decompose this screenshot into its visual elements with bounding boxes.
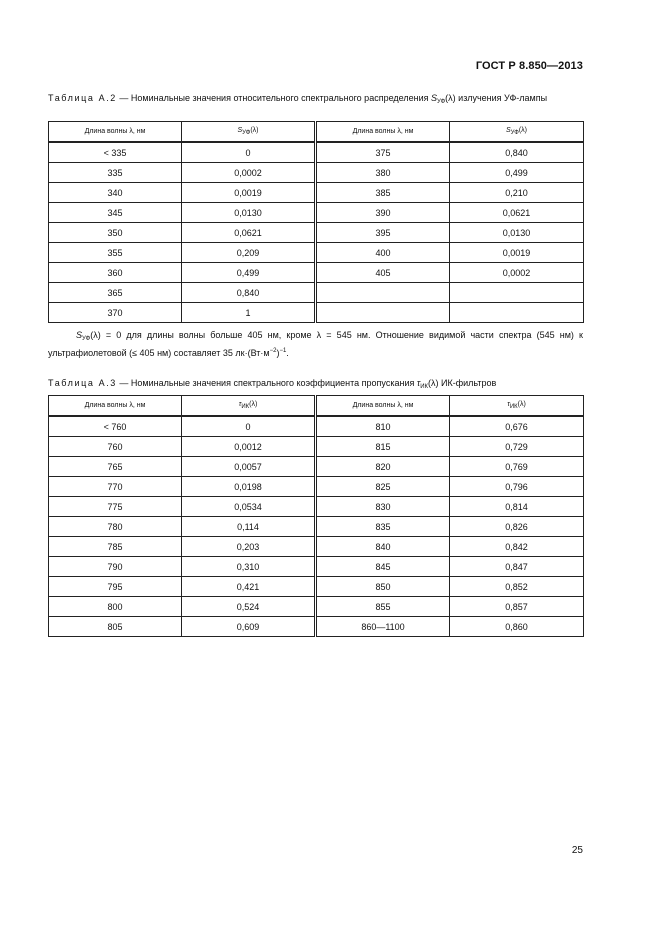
note-symbol: S: [76, 330, 83, 340]
value-cell: 0,860: [450, 617, 584, 637]
wavelength-cell: 375: [317, 142, 450, 163]
value-cell: 0,0130: [450, 223, 584, 243]
table-row: [49, 263, 584, 283]
value-cell: 0,0019: [450, 243, 584, 263]
wavelength-cell: < 335: [49, 142, 182, 163]
wavelength-cell: 400: [317, 243, 450, 263]
table-a2-header-value-left: [182, 122, 315, 143]
value-cell: 0,203: [182, 537, 315, 557]
wavelength-cell: 820: [317, 457, 450, 477]
table-a3-header-wavelength-right: Длина волны λ, нм: [317, 396, 450, 417]
value-cell: 0,847: [450, 557, 584, 577]
table-a3-header-wavelength-left: Длина волны λ, нм: [49, 396, 182, 417]
table-row: [49, 203, 584, 223]
value-cell: [450, 283, 584, 303]
wavelength-cell: 765: [49, 457, 182, 477]
table-a3-header-value-arg: (λ): [249, 401, 258, 408]
note-text-1: = 0 для длины волны больше 405 нм, кроме λ = 545 нм. Отношение видимой части спектра (545 нм) к ультрафиолетовой (≤ 405 нм) составляет 35 лк·(Вт·м: [48, 330, 583, 358]
table-a2-header-value-sub: УФ: [242, 130, 251, 136]
value-cell: 0,842: [450, 537, 584, 557]
wavelength-cell: 785: [49, 537, 182, 557]
table-a2-header-value-right: [450, 122, 584, 143]
value-cell: [450, 303, 584, 323]
table-row: [49, 283, 584, 303]
table-a2-caption-text: — Номинальные значения относительного спектрального распределения: [116, 93, 431, 103]
wavelength-cell: 390: [317, 203, 450, 223]
note-exp-2: −1: [279, 348, 287, 354]
table-a3-header-value-arg: (λ): [517, 401, 526, 408]
page-number: 25: [571, 845, 583, 856]
wavelength-cell: 355: [49, 243, 182, 263]
wavelength-cell: 830: [317, 497, 450, 517]
table-row: [49, 416, 584, 437]
table-a3-header-value-sub: ИК: [509, 404, 518, 410]
value-cell: 0,769: [450, 457, 584, 477]
note-symbol-sub: УФ: [82, 336, 91, 342]
table-a3-caption-symbol-arg: (λ): [428, 378, 439, 388]
wavelength-cell: 340: [49, 183, 182, 203]
wavelength-cell: 405: [317, 263, 450, 283]
table-a3-header-value-right: [450, 396, 584, 417]
value-cell: 0,0130: [182, 203, 315, 223]
table-row: [49, 517, 584, 537]
value-cell: 0,840: [182, 283, 315, 303]
wavelength-cell: 850: [317, 577, 450, 597]
value-cell: 0: [182, 142, 315, 163]
value-cell: 0,676: [450, 416, 584, 437]
wavelength-cell: < 760: [49, 416, 182, 437]
value-cell: 0,609: [182, 617, 315, 637]
value-cell: 0,0019: [182, 183, 315, 203]
value-cell: 0,209: [182, 243, 315, 263]
value-cell: 0,0534: [182, 497, 315, 517]
table-a3-caption: [48, 377, 583, 393]
table-a3-header-value-symbol: τ: [238, 401, 242, 408]
table-row: [49, 477, 584, 497]
table-a2: [48, 121, 584, 323]
value-cell: 0,0012: [182, 437, 315, 457]
value-cell: 0,499: [182, 263, 315, 283]
table-a2-header-value-arg: (λ): [518, 127, 528, 134]
table-row: [49, 457, 584, 477]
table-a3-header-value-left: [182, 396, 315, 417]
table-a3-caption-symbol-sub: ИК: [420, 384, 429, 390]
table-a2-caption-tail: излучения УФ-лампы: [455, 93, 548, 103]
table-a3-caption-symbol: τ: [416, 378, 421, 388]
table-a2-header-value-sub: УФ: [510, 130, 519, 136]
table-a3-caption-text: — Номинальные значения спектрального коэффициента пропускания: [116, 378, 417, 388]
table-a3-caption-tail: ИК-фильтров: [438, 378, 497, 388]
table-row: [49, 497, 584, 517]
value-cell: 0,0057: [182, 457, 315, 477]
value-cell: 0,310: [182, 557, 315, 577]
table-a2-header-wavelength-right: Длина волны λ, нм: [317, 122, 450, 143]
table-row: [49, 597, 584, 617]
table-a2-header-wavelength-left: Длина волны λ, нм: [49, 122, 182, 143]
table-row: [49, 303, 584, 323]
table-a3-header-value-sub: ИК: [241, 404, 250, 410]
wavelength-cell: 780: [49, 517, 182, 537]
table-a2-label: Таблица А.2: [48, 93, 117, 103]
wavelength-cell: 815: [317, 437, 450, 457]
wavelength-cell: 360: [49, 263, 182, 283]
table-a2-header-value-arg: (λ): [250, 127, 259, 134]
table-row: [49, 577, 584, 597]
note-text-3: .: [286, 348, 289, 358]
wavelength-cell: 345: [49, 203, 182, 223]
table-row: [49, 537, 584, 557]
value-cell: 0,0002: [182, 163, 315, 183]
table-row: [49, 243, 584, 263]
value-cell: 0,210: [450, 183, 584, 203]
wavelength-cell: 795: [49, 577, 182, 597]
note-exp-1: −2: [269, 348, 277, 354]
table-a3-label: Таблица А.3: [48, 378, 117, 388]
wavelength-cell: 365: [49, 283, 182, 303]
note-symbol-arg: (λ): [90, 330, 101, 340]
table-row: [49, 557, 584, 577]
wavelength-cell: 350: [49, 223, 182, 243]
wavelength-cell: 370: [49, 303, 182, 323]
table-row: [49, 163, 584, 183]
wavelength-cell: 805: [49, 617, 182, 637]
wavelength-cell: 855: [317, 597, 450, 617]
value-cell: 0,796: [450, 477, 584, 497]
wavelength-cell: 800: [49, 597, 182, 617]
wavelength-cell: 835: [317, 517, 450, 537]
wavelength-cell: 380: [317, 163, 450, 183]
value-cell: 0,0198: [182, 477, 315, 497]
wavelength-cell: 860—1100: [317, 617, 450, 637]
table-a3-header-value-symbol: τ: [507, 401, 510, 408]
wavelength-cell: 770: [49, 477, 182, 497]
wavelength-cell: 810: [317, 416, 450, 437]
table-a2-caption-symbol-sub: УФ: [436, 99, 446, 105]
value-cell: 0,852: [450, 577, 584, 597]
wavelength-cell: 845: [317, 557, 450, 577]
note-text-2: ): [276, 348, 280, 358]
value-cell: 0,814: [450, 497, 584, 517]
wavelength-cell: 760: [49, 437, 182, 457]
value-cell: 0,499: [450, 163, 584, 183]
table-row: [49, 183, 584, 203]
wavelength-cell: 775: [49, 497, 182, 517]
table-a2-caption-symbol-arg: (λ): [445, 93, 456, 103]
value-cell: 0,524: [182, 597, 315, 617]
value-cell: 0,729: [450, 437, 584, 457]
value-cell: 0,0621: [450, 203, 584, 223]
table-row: [49, 617, 584, 637]
wavelength-cell: 825: [317, 477, 450, 497]
wavelength-cell: 335: [49, 163, 182, 183]
table-row: [49, 142, 584, 163]
wavelength-cell: 385: [317, 183, 450, 203]
table-row: [49, 437, 584, 457]
wavelength-cell: 395: [317, 223, 450, 243]
table-a2-note: [48, 329, 583, 359]
value-cell: 0,421: [182, 577, 315, 597]
wavelength-cell: 790: [49, 557, 182, 577]
wavelength-cell: [317, 283, 450, 303]
table-a2-header-value-symbol: S: [237, 127, 243, 134]
wavelength-cell: [317, 303, 450, 323]
table-a2-caption-symbol: S: [430, 93, 437, 103]
value-cell: 1: [182, 303, 315, 323]
table-a2-caption: [48, 92, 583, 108]
value-cell: 0: [182, 416, 315, 437]
value-cell: 0,857: [450, 597, 584, 617]
value-cell: 0,840: [450, 142, 584, 163]
value-cell: 0,114: [182, 517, 315, 537]
table-a3: [48, 395, 584, 637]
standard-designation: ГОСТ Р 8.850—2013: [475, 60, 583, 72]
wavelength-cell: 840: [317, 537, 450, 557]
value-cell: 0,0002: [450, 263, 584, 283]
table-row: [49, 223, 584, 243]
value-cell: 0,0621: [182, 223, 315, 243]
table-a2-header-value-symbol: S: [505, 127, 511, 134]
value-cell: 0,826: [450, 517, 584, 537]
